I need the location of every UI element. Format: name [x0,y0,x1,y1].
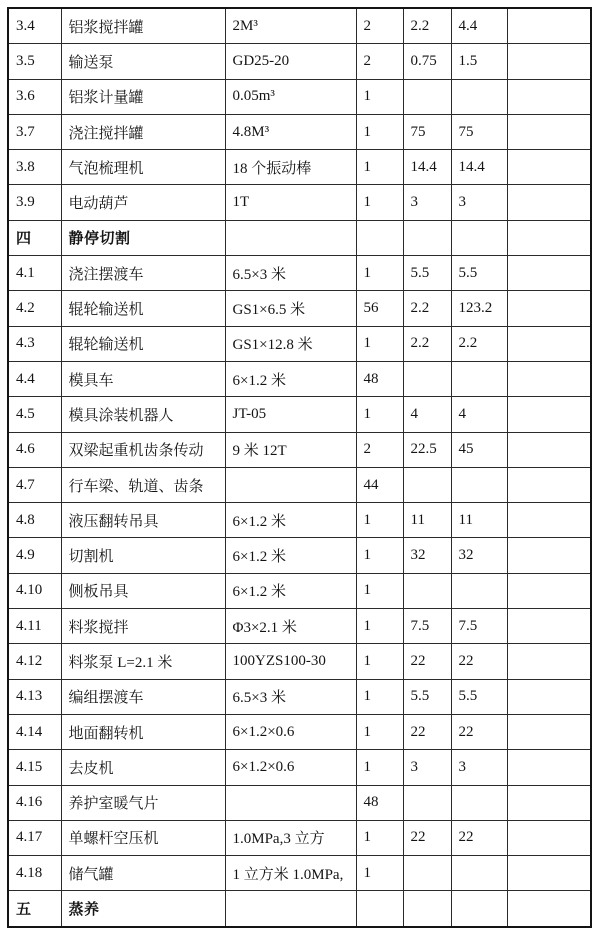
cell-notes [507,185,591,220]
cell-total: 22 [451,714,507,749]
cell-notes [507,573,591,608]
cell-power [403,785,451,820]
cell-spec [225,891,356,927]
table-row [8,361,591,396]
cell-spec: GS1×12.8 米 [225,326,356,361]
cell-serial: 4.3 [8,326,61,361]
cell-spec: 6×1.2 米 [225,361,356,396]
cell-name: 编组摆渡车 [61,679,225,714]
cell-qty: 2 [356,44,403,79]
cell-spec [225,220,356,255]
cell-name: 浇注摆渡车 [61,256,225,291]
cell-notes [507,609,591,644]
table-row [8,750,591,785]
section-header-row [8,220,591,255]
cell-qty: 1 [356,750,403,785]
cell-serial: 4.5 [8,397,61,432]
cell-serial: 3.8 [8,150,61,185]
cell-serial: 4.1 [8,256,61,291]
cell-spec: 18 个振动棒 [225,150,356,185]
cell-power: 5.5 [403,679,451,714]
table-row [8,503,591,538]
cell-serial: 4.8 [8,503,61,538]
cell-serial: 4.9 [8,538,61,573]
table-row [8,397,591,432]
table-row [8,185,591,220]
cell-spec [225,467,356,502]
cell-total: 45 [451,432,507,467]
cell-notes [507,856,591,891]
cell-name: 切割机 [61,538,225,573]
cell-total: 5.5 [451,256,507,291]
cell-notes [507,714,591,749]
cell-total [451,891,507,927]
cell-serial: 五 [8,891,61,927]
cell-qty: 2 [356,432,403,467]
table-row [8,326,591,361]
cell-notes [507,750,591,785]
table-row [8,538,591,573]
cell-total [451,573,507,608]
cell-serial: 3.4 [8,8,61,44]
cell-name: 模具车 [61,361,225,396]
cell-spec: 9 米 12T [225,432,356,467]
cell-spec: 2M³ [225,8,356,44]
cell-power: 2.2 [403,326,451,361]
cell-notes [507,432,591,467]
cell-qty: 1 [356,644,403,679]
cell-qty: 1 [356,185,403,220]
cell-serial: 4.11 [8,609,61,644]
cell-notes [507,291,591,326]
cell-spec: 1T [225,185,356,220]
cell-serial: 4.10 [8,573,61,608]
table-row [8,856,591,891]
cell-notes [507,644,591,679]
cell-serial: 3.6 [8,79,61,114]
cell-total [451,220,507,255]
cell-notes [507,326,591,361]
table-row [8,114,591,149]
cell-serial: 4.13 [8,679,61,714]
cell-total [451,361,507,396]
cell-spec: 0.05m³ [225,79,356,114]
cell-total: 3 [451,185,507,220]
cell-power: 3 [403,185,451,220]
cell-notes [507,150,591,185]
cell-serial: 3.5 [8,44,61,79]
table-row [8,644,591,679]
cell-qty: 1 [356,150,403,185]
cell-spec: 6×1.2 米 [225,503,356,538]
cell-qty: 48 [356,785,403,820]
cell-total: 4.4 [451,8,507,44]
cell-qty: 56 [356,291,403,326]
cell-spec: 1 立方米 1.0MPa, [225,856,356,891]
cell-total: 123.2 [451,291,507,326]
cell-name: 铝浆计量罐 [61,79,225,114]
cell-serial: 4.16 [8,785,61,820]
cell-serial: 4.2 [8,291,61,326]
cell-total: 14.4 [451,150,507,185]
cell-qty [356,220,403,255]
cell-total: 4 [451,397,507,432]
cell-name: 地面翻转机 [61,714,225,749]
table-row [8,785,591,820]
cell-notes [507,891,591,927]
equipment-table [7,7,592,928]
cell-total: 7.5 [451,609,507,644]
cell-total: 32 [451,538,507,573]
cell-qty: 1 [356,503,403,538]
cell-power [403,856,451,891]
cell-notes [507,256,591,291]
cell-notes [507,397,591,432]
table-row [8,820,591,855]
cell-serial: 3.9 [8,185,61,220]
cell-power [403,361,451,396]
cell-name: 浇注搅拌罐 [61,114,225,149]
cell-total: 1.5 [451,44,507,79]
cell-power: 22.5 [403,432,451,467]
cell-spec: JT-05 [225,397,356,432]
cell-spec: 6×1.2×0.6 [225,750,356,785]
table-row [8,291,591,326]
cell-name: 单螺杆空压机 [61,820,225,855]
cell-name: 模具涂装机器人 [61,397,225,432]
cell-spec: 6×1.2 米 [225,573,356,608]
cell-serial: 4.7 [8,467,61,502]
cell-power: 22 [403,820,451,855]
cell-serial: 四 [8,220,61,255]
cell-spec: 1.0MPa,3 立方 [225,820,356,855]
cell-qty: 1 [356,679,403,714]
table-row [8,256,591,291]
cell-power [403,891,451,927]
cell-notes [507,820,591,855]
table-row [8,714,591,749]
cell-spec: GS1×6.5 米 [225,291,356,326]
cell-spec: 6×1.2 米 [225,538,356,573]
table-row [8,679,591,714]
cell-power: 2.2 [403,8,451,44]
cell-name: 辊轮输送机 [61,326,225,361]
cell-qty: 1 [356,609,403,644]
cell-power: 0.75 [403,44,451,79]
cell-power: 2.2 [403,291,451,326]
cell-qty: 1 [356,820,403,855]
cell-notes [507,503,591,538]
cell-serial: 4.17 [8,820,61,855]
cell-name: 输送泵 [61,44,225,79]
cell-power: 75 [403,114,451,149]
cell-power: 3 [403,750,451,785]
cell-spec: 6.5×3 米 [225,679,356,714]
cell-qty [356,891,403,927]
table-row [8,432,591,467]
cell-spec: 6.5×3 米 [225,256,356,291]
cell-serial: 4.4 [8,361,61,396]
cell-name: 侧板吊具 [61,573,225,608]
table-row [8,150,591,185]
cell-notes [507,220,591,255]
cell-qty: 1 [356,573,403,608]
cell-qty: 1 [356,714,403,749]
cell-power: 22 [403,714,451,749]
cell-name: 气泡梳理机 [61,150,225,185]
cell-notes [507,679,591,714]
cell-qty: 1 [356,326,403,361]
cell-qty: 1 [356,79,403,114]
cell-notes [507,44,591,79]
cell-notes [507,361,591,396]
cell-name: 静停切割 [61,220,225,255]
table-row [8,8,591,44]
cell-power [403,220,451,255]
cell-name: 电动葫芦 [61,185,225,220]
cell-serial: 4.15 [8,750,61,785]
cell-name: 料浆泵 L=2.1 米 [61,644,225,679]
cell-total: 22 [451,820,507,855]
table-row [8,79,591,114]
cell-spec: Φ3×2.1 米 [225,609,356,644]
cell-power [403,79,451,114]
cell-notes [507,79,591,114]
cell-name: 蒸养 [61,891,225,927]
cell-power: 14.4 [403,150,451,185]
cell-power: 11 [403,503,451,538]
cell-name: 双梁起重机齿条传动 [61,432,225,467]
table-row [8,609,591,644]
cell-notes [507,785,591,820]
cell-qty: 1 [356,856,403,891]
cell-total: 3 [451,750,507,785]
cell-power [403,467,451,502]
cell-qty: 44 [356,467,403,502]
cell-total: 5.5 [451,679,507,714]
cell-total [451,467,507,502]
cell-serial: 3.7 [8,114,61,149]
cell-name: 辊轮输送机 [61,291,225,326]
cell-name: 行车梁、轨道、齿条 [61,467,225,502]
cell-power: 22 [403,644,451,679]
cell-name: 液压翻转吊具 [61,503,225,538]
cell-serial: 4.18 [8,856,61,891]
cell-qty: 1 [356,256,403,291]
cell-qty: 1 [356,397,403,432]
cell-total [451,79,507,114]
table-row [8,573,591,608]
cell-notes [507,538,591,573]
cell-notes [507,8,591,44]
cell-power: 32 [403,538,451,573]
cell-qty: 48 [356,361,403,396]
cell-serial: 4.14 [8,714,61,749]
cell-name: 养护室暖气片 [61,785,225,820]
cell-qty: 1 [356,114,403,149]
cell-name: 铝浆搅拌罐 [61,8,225,44]
equipment-table-body [8,8,591,927]
cell-total: 11 [451,503,507,538]
cell-total [451,785,507,820]
cell-notes [507,467,591,502]
cell-power: 5.5 [403,256,451,291]
cell-power: 4 [403,397,451,432]
table-row [8,44,591,79]
cell-spec [225,785,356,820]
cell-qty: 2 [356,8,403,44]
cell-notes [507,114,591,149]
cell-spec: 4.8M³ [225,114,356,149]
cell-spec: 100YZS100-30 [225,644,356,679]
cell-total [451,856,507,891]
cell-power: 7.5 [403,609,451,644]
cell-serial: 4.6 [8,432,61,467]
table-row [8,467,591,502]
cell-total: 2.2 [451,326,507,361]
cell-serial: 4.12 [8,644,61,679]
cell-total: 75 [451,114,507,149]
cell-name: 储气罐 [61,856,225,891]
cell-power [403,573,451,608]
section-header-row [8,891,591,927]
cell-total: 22 [451,644,507,679]
cell-name: 料浆搅拌 [61,609,225,644]
cell-name: 去皮机 [61,750,225,785]
cell-qty: 1 [356,538,403,573]
cell-spec: GD25-20 [225,44,356,79]
cell-spec: 6×1.2×0.6 [225,714,356,749]
